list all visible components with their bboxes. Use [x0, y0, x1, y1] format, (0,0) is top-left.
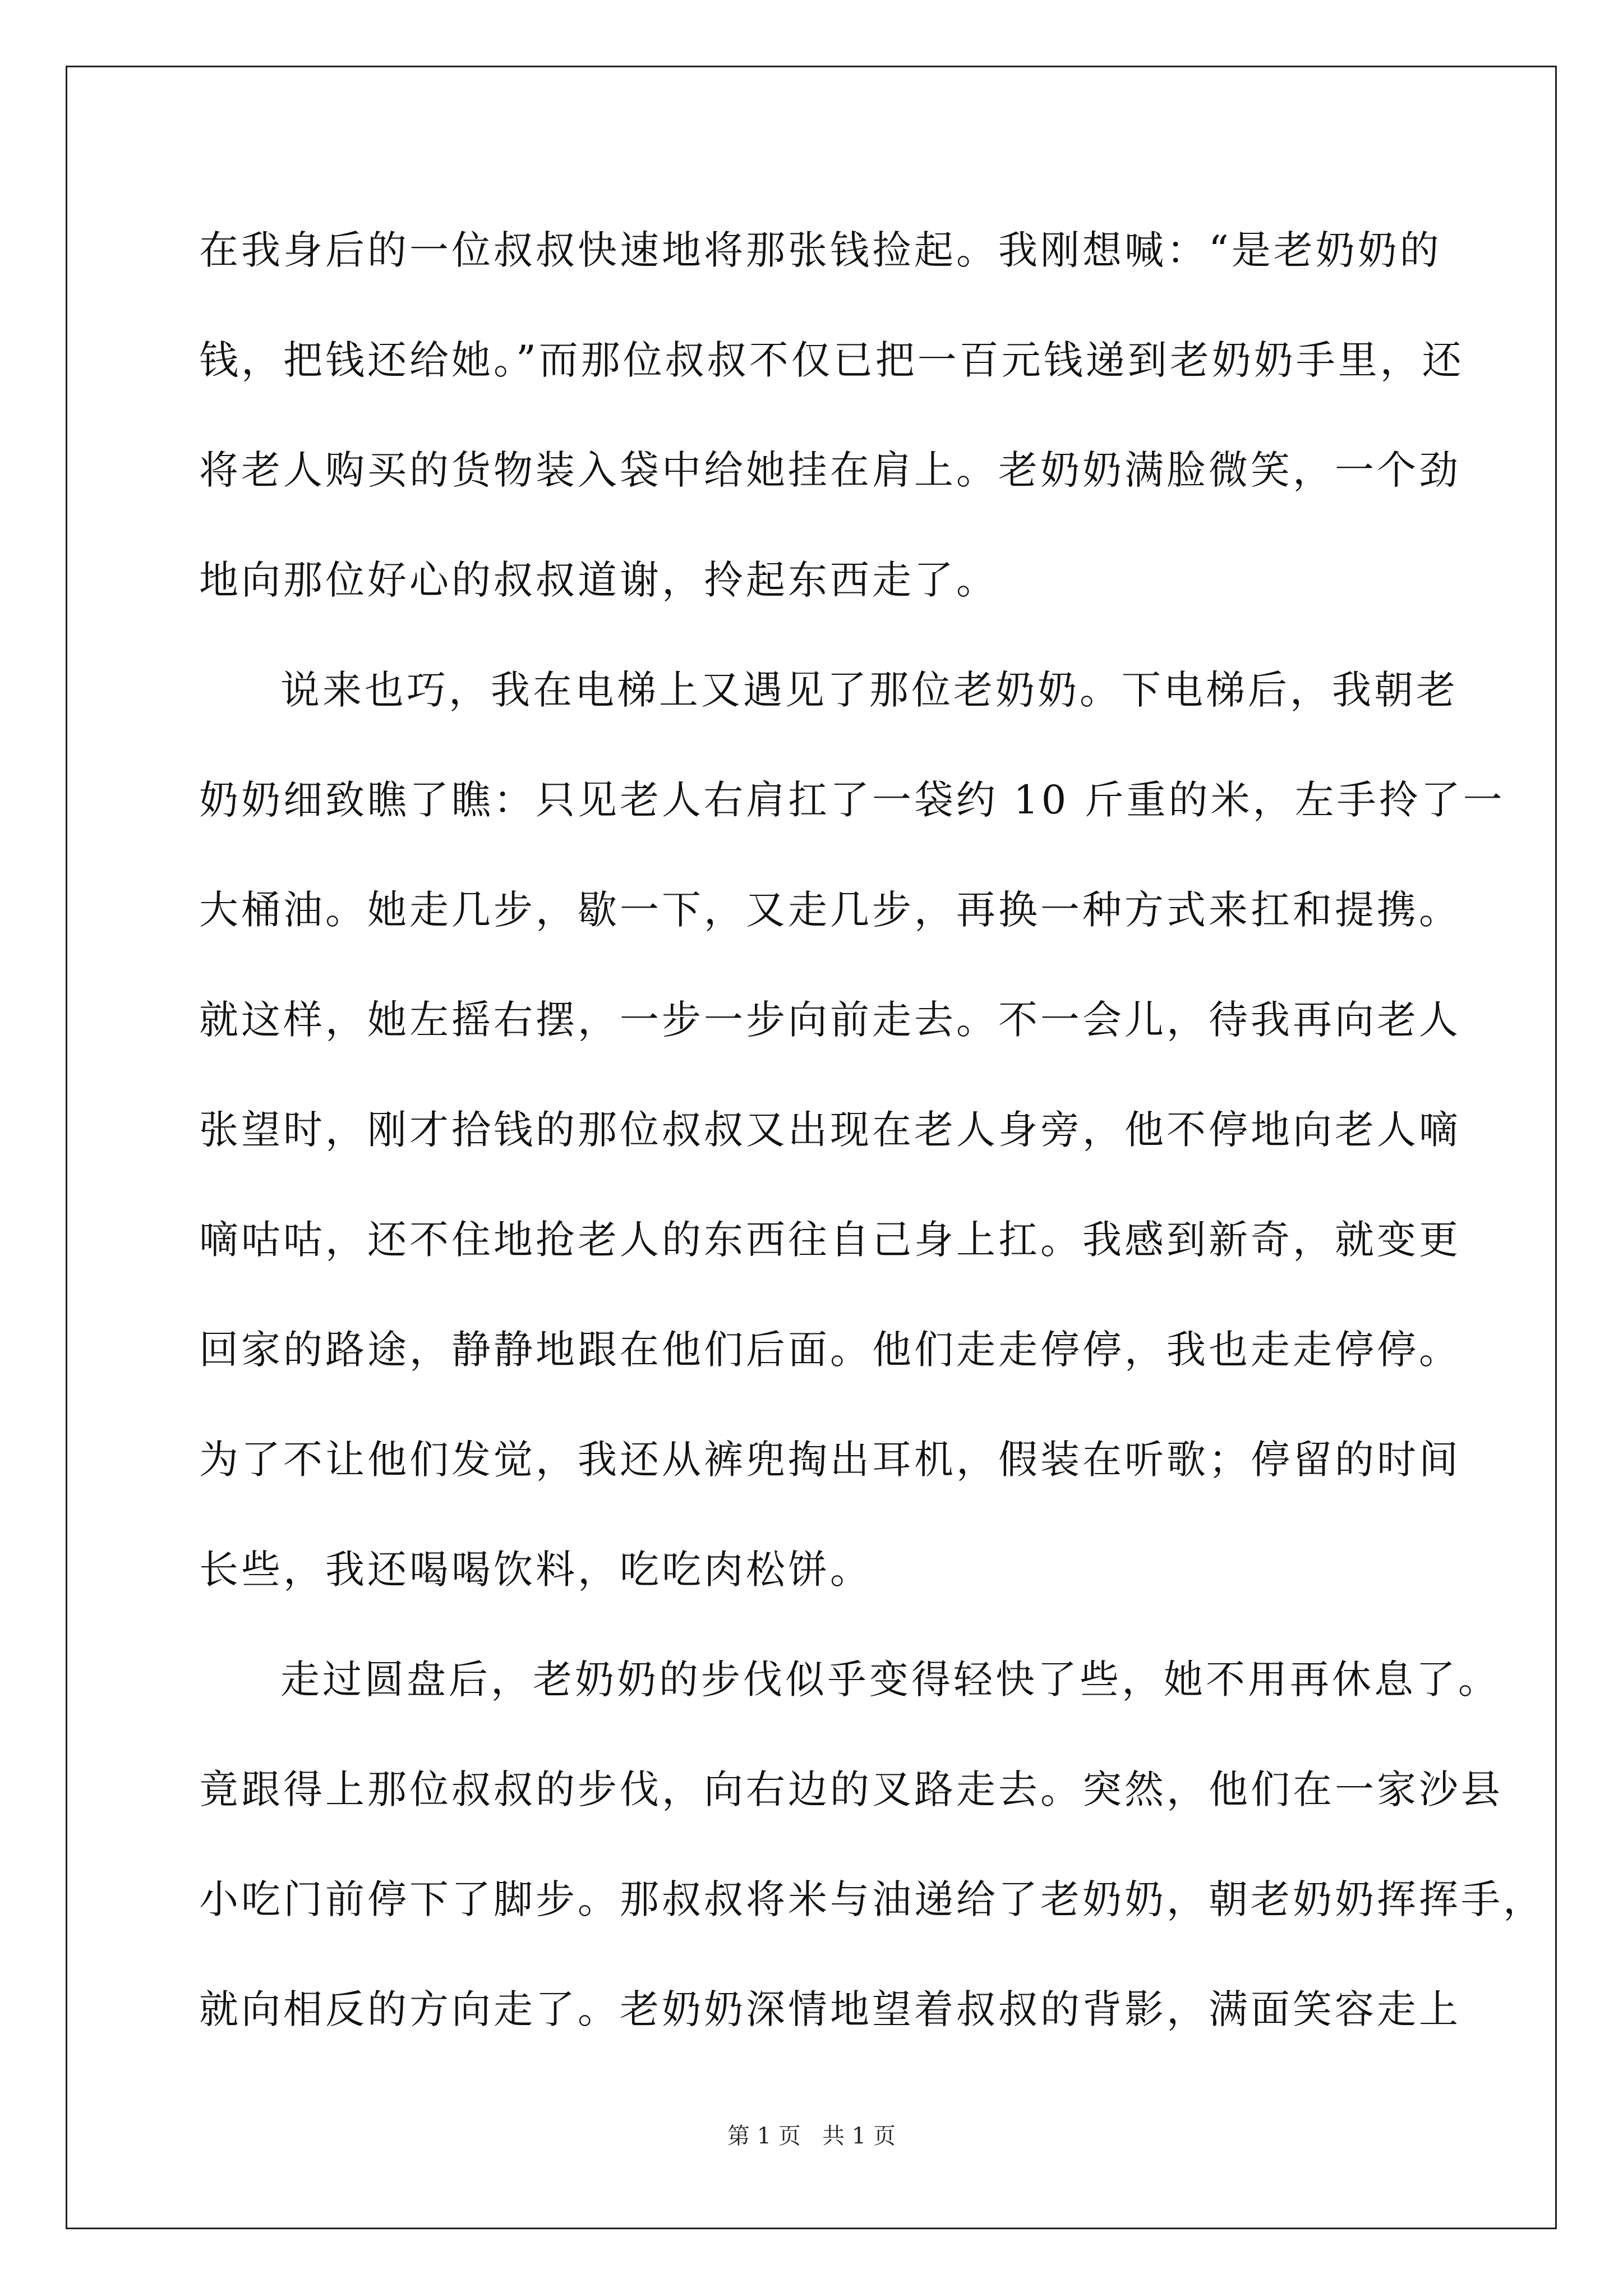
text-line: 奶奶细致瞧了瞧：只见老人右肩扛了一袋约 10 斤重的米，左手拎了一 [199, 777, 1505, 823]
page-number-footer: 第 1 页 共 1 页 [727, 2123, 896, 2149]
text-line: 大桶油。她走几步，歇一下，又走几步，再换一种方式来扛和提携。 [199, 887, 1461, 933]
text-line: 竟跟得上那位叔叔的步伐，向右边的叉路走去。突然，他们在一家沙县 [199, 1766, 1503, 1812]
document-body [199, 222, 1545, 2091]
text-line: 小吃门前停下了脚步。那叔叔将米与油递给了老奶奶，朝老奶奶挥挥手， [199, 1876, 1545, 1922]
text-line: 为了不让他们发觉，我还从裤兜掏出耳机，假装在听歌；停留的时间 [199, 1437, 1461, 1483]
text-line: 地向那位好心的叔叔道谢，拎起东西走了。 [199, 557, 998, 603]
text-line: 就向相反的方向走了。老奶奶深情地望着叔叔的背影，满面笑容走上 [199, 1986, 1461, 2032]
text-line: 将老人购买的货物装入袋中给她挂在肩上。老奶奶满脸微笑，一个劲 [199, 447, 1461, 493]
text-line: 张望时，刚才拾钱的那位叔叔又出现在老人身旁，他不停地向老人嘀 [199, 1107, 1461, 1153]
text-line: 钱，把钱还给她。”而那位叔叔不仅已把一百元钱递到老奶奶手里，还 [199, 337, 1464, 383]
text-line: 就这样，她左摇右摆，一步一步向前走去。不一会儿，待我再向老人 [199, 997, 1461, 1043]
text-line: 嘀咕咕，还不住地抢老人的东西往自己身上扛。我感到新奇，就变更 [199, 1217, 1461, 1263]
text-line: 回家的路途，静静地跟在他们后面。他们走走停停，我也走走停停。 [199, 1327, 1461, 1373]
text-line: 长些，我还喝喝饮料，吃吃肉松饼。 [199, 1547, 872, 1593]
text-line: 在我身后的一位叔叔快速地将那张钱捡起。我刚想喊：“是老奶奶的 [199, 227, 1442, 273]
paragraph-first-line: 说来也巧，我在电梯上又遇见了那位老奶奶。下电梯后，我朝老 [280, 667, 1458, 713]
paragraph-first-line: 走过圆盘后，老奶奶的步伐似乎变得轻快了些，她不用再休息了。 [280, 1657, 1500, 1703]
